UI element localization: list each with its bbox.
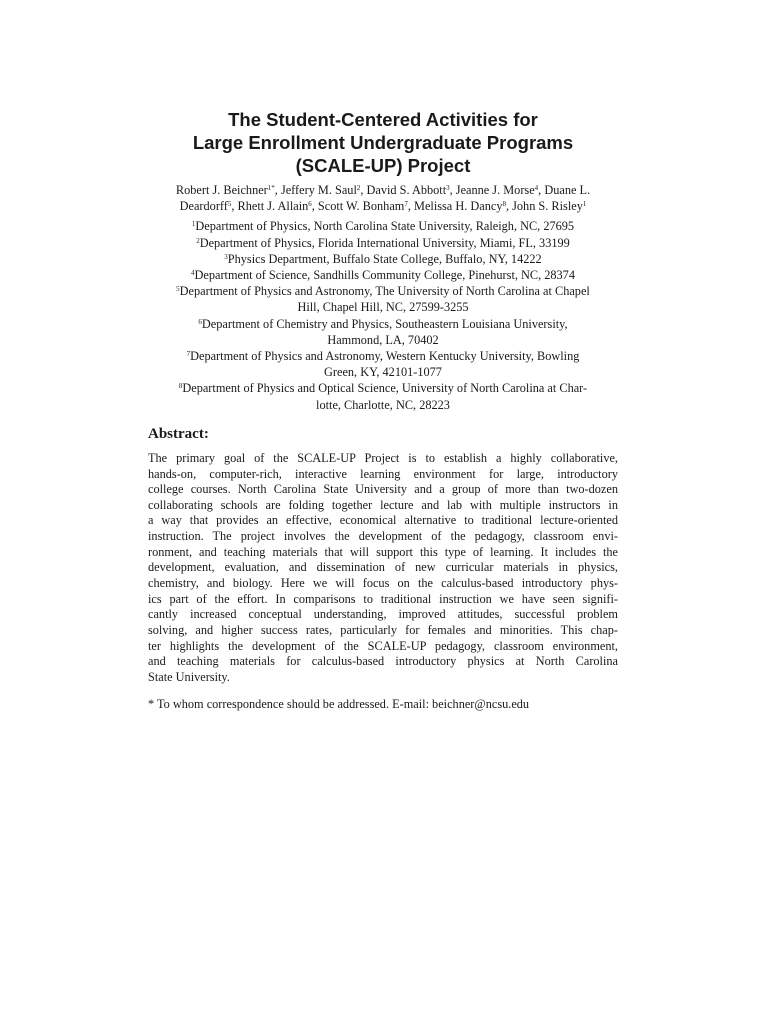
author-affiliation-mark: 1: [582, 200, 587, 209]
affiliation-text: lotte, Charlotte, NC, 28223: [316, 397, 450, 412]
affiliation-text: Department of Physics and Astronomy, The University of North Carolina at Chapel: [179, 284, 590, 299]
author-affiliation-mark: 1*: [267, 184, 275, 192]
affiliation-mark: 1: [191, 220, 196, 229]
abstract-line: ics part of the effort. In comparisons to traditional instruction we have seen signifi-: [148, 591, 618, 606]
author-affiliation-mark: 4: [534, 184, 539, 192]
abstract-line: chemistry, and biology. Here we will focus on the calculus-based introductory phys-: [148, 576, 618, 591]
abstract-line: ronment, and teaching materials that will support this type of learning. It includes the: [148, 544, 618, 559]
affiliation-item: [148, 380, 618, 412]
affiliation-mark: 6: [198, 317, 202, 326]
abstract-body: [148, 451, 618, 686]
affiliation-item: [148, 283, 618, 315]
abstract-line: college courses. North Carolina State University and a group of more than two-dozen: [148, 482, 618, 497]
abstract-line: and teaching materials for calculus-based introductory physics at North Carolina: [148, 654, 618, 669]
author-name: Deardorff: [179, 199, 228, 214]
affiliation-list: [148, 218, 618, 412]
affiliation-text: Hammond, LA, 70402: [327, 332, 439, 347]
abstract-heading: Abstract:: [148, 425, 209, 442]
affiliation-item: [148, 316, 618, 348]
abstract-line: instruction. The project involves the development of the pedagogy, classroom envi-: [148, 529, 618, 544]
author-name: Scott W. Bonham: [317, 199, 405, 214]
affiliation-text: Department of Physics and Astronomy, Western Kentucky University, Bowling: [190, 349, 580, 364]
author-name-part: Duane L.: [544, 183, 591, 197]
author-affiliation-mark: 5: [227, 200, 232, 209]
abstract-line: hands-on, computer-rich, interactive learning environment for large, introductory: [148, 466, 618, 481]
title-line-3: (SCALE-UP) Project: [295, 155, 471, 176]
affiliation-mark: 4: [191, 269, 195, 278]
author-affiliation-mark: 3: [446, 184, 450, 192]
affiliation-text: Department of Physics, Florida International University, Miami, FL, 33199: [199, 235, 570, 250]
affiliation-text: Department of Physics and Optical Science, University of North Carolina at Char-: [182, 381, 588, 396]
author-name: David S. Abbott: [366, 183, 447, 197]
abstract-line: collaborating schools are folding together lecture and lab with multiple instructors in: [148, 497, 618, 512]
affiliation-text: Department of Physics, North Carolina State University, Raleigh, NC, 27695: [195, 219, 575, 234]
affiliation-mark: 2: [196, 236, 200, 245]
abstract-line: solving, and higher success rates, particularly for females and minorities. This chap-: [148, 623, 618, 638]
author-affiliation-mark: 7: [404, 200, 408, 209]
author-affiliation-mark: 8: [502, 200, 506, 209]
title-line-2: Large Enrollment Undergraduate Programs: [192, 132, 574, 153]
paper-title: [148, 108, 618, 177]
affiliation-item: [148, 251, 618, 267]
affiliation-text: Department of Chemistry and Physics, Southeastern Louisiana University,: [201, 316, 568, 331]
affiliation-mark: 7: [186, 350, 191, 359]
affiliation-item: [148, 235, 618, 251]
abstract-line: a way that provides an effective, economical alternative to traditional lecture-oriented: [148, 513, 618, 528]
abstract-line: The primary goal of the SCALE-UP Project is to establish a highly collaborative,: [148, 450, 618, 465]
correspondence-footnote: * To whom correspondence should be addressed. E-mail: beichner@ncsu.edu: [148, 696, 530, 711]
author-name: Jeffery M. Saul: [280, 183, 357, 197]
author-list: [148, 182, 618, 214]
author-name: John S. Risley: [512, 199, 583, 214]
author-name: Melissa H. Dancy: [414, 199, 503, 214]
affiliation-text: Department of Science, Sandhills Community College, Pinehurst, NC, 28374: [194, 268, 575, 283]
affiliation-item: [148, 218, 618, 234]
abstract-line: development, evaluation, and dissemination of new curricular materials in physics,: [148, 560, 618, 575]
author-name: Rhett J. Allain: [237, 199, 309, 214]
author-affiliation-mark: 6: [308, 200, 312, 209]
affiliation-text: Hill, Chapel Hill, NC, 27599-3255: [297, 300, 469, 315]
title-line-1: The Student-Centered Activities for: [228, 109, 538, 130]
abstract-line: cantly increased conceptual understanding, improved attitudes, successful problem: [148, 607, 618, 622]
affiliation-mark: 3: [224, 252, 228, 261]
affiliation-text: Green, KY, 42101-1077: [324, 365, 442, 380]
author-line-2: Deardorff$^5$, Rhett J. Allain$^6$, Scott W. Bonham$^7$, Melissa H. Dancy$^8$, John S. Risley$^1$: [179, 199, 587, 214]
affiliation-item: [148, 348, 618, 380]
author-affiliation-mark: 2: [356, 184, 361, 192]
author-line-1: Robert J. Beichner$^{1*}$, Jeffery M. Saul$^2$, David S. Abbott$^3$, Jeanne J. Morse$^4$, Duane L.: [175, 183, 591, 197]
abstract-line: State University.: [148, 670, 230, 685]
abstract-line: ter highlights the development of the SCALE-UP pedagogy, classroom environment,: [148, 638, 618, 653]
paper-page: [148, 108, 618, 712]
affiliation-mark: 5: [176, 285, 180, 294]
affiliation-item: [148, 267, 618, 283]
affiliation-text: Physics Department, Buffalo State College, Buffalo, NY, 14222: [227, 251, 542, 266]
author-name: Jeanne J. Morse: [455, 183, 535, 197]
affiliation-mark: 8: [178, 382, 183, 391]
author-name: Robert J. Beichner: [175, 183, 268, 197]
